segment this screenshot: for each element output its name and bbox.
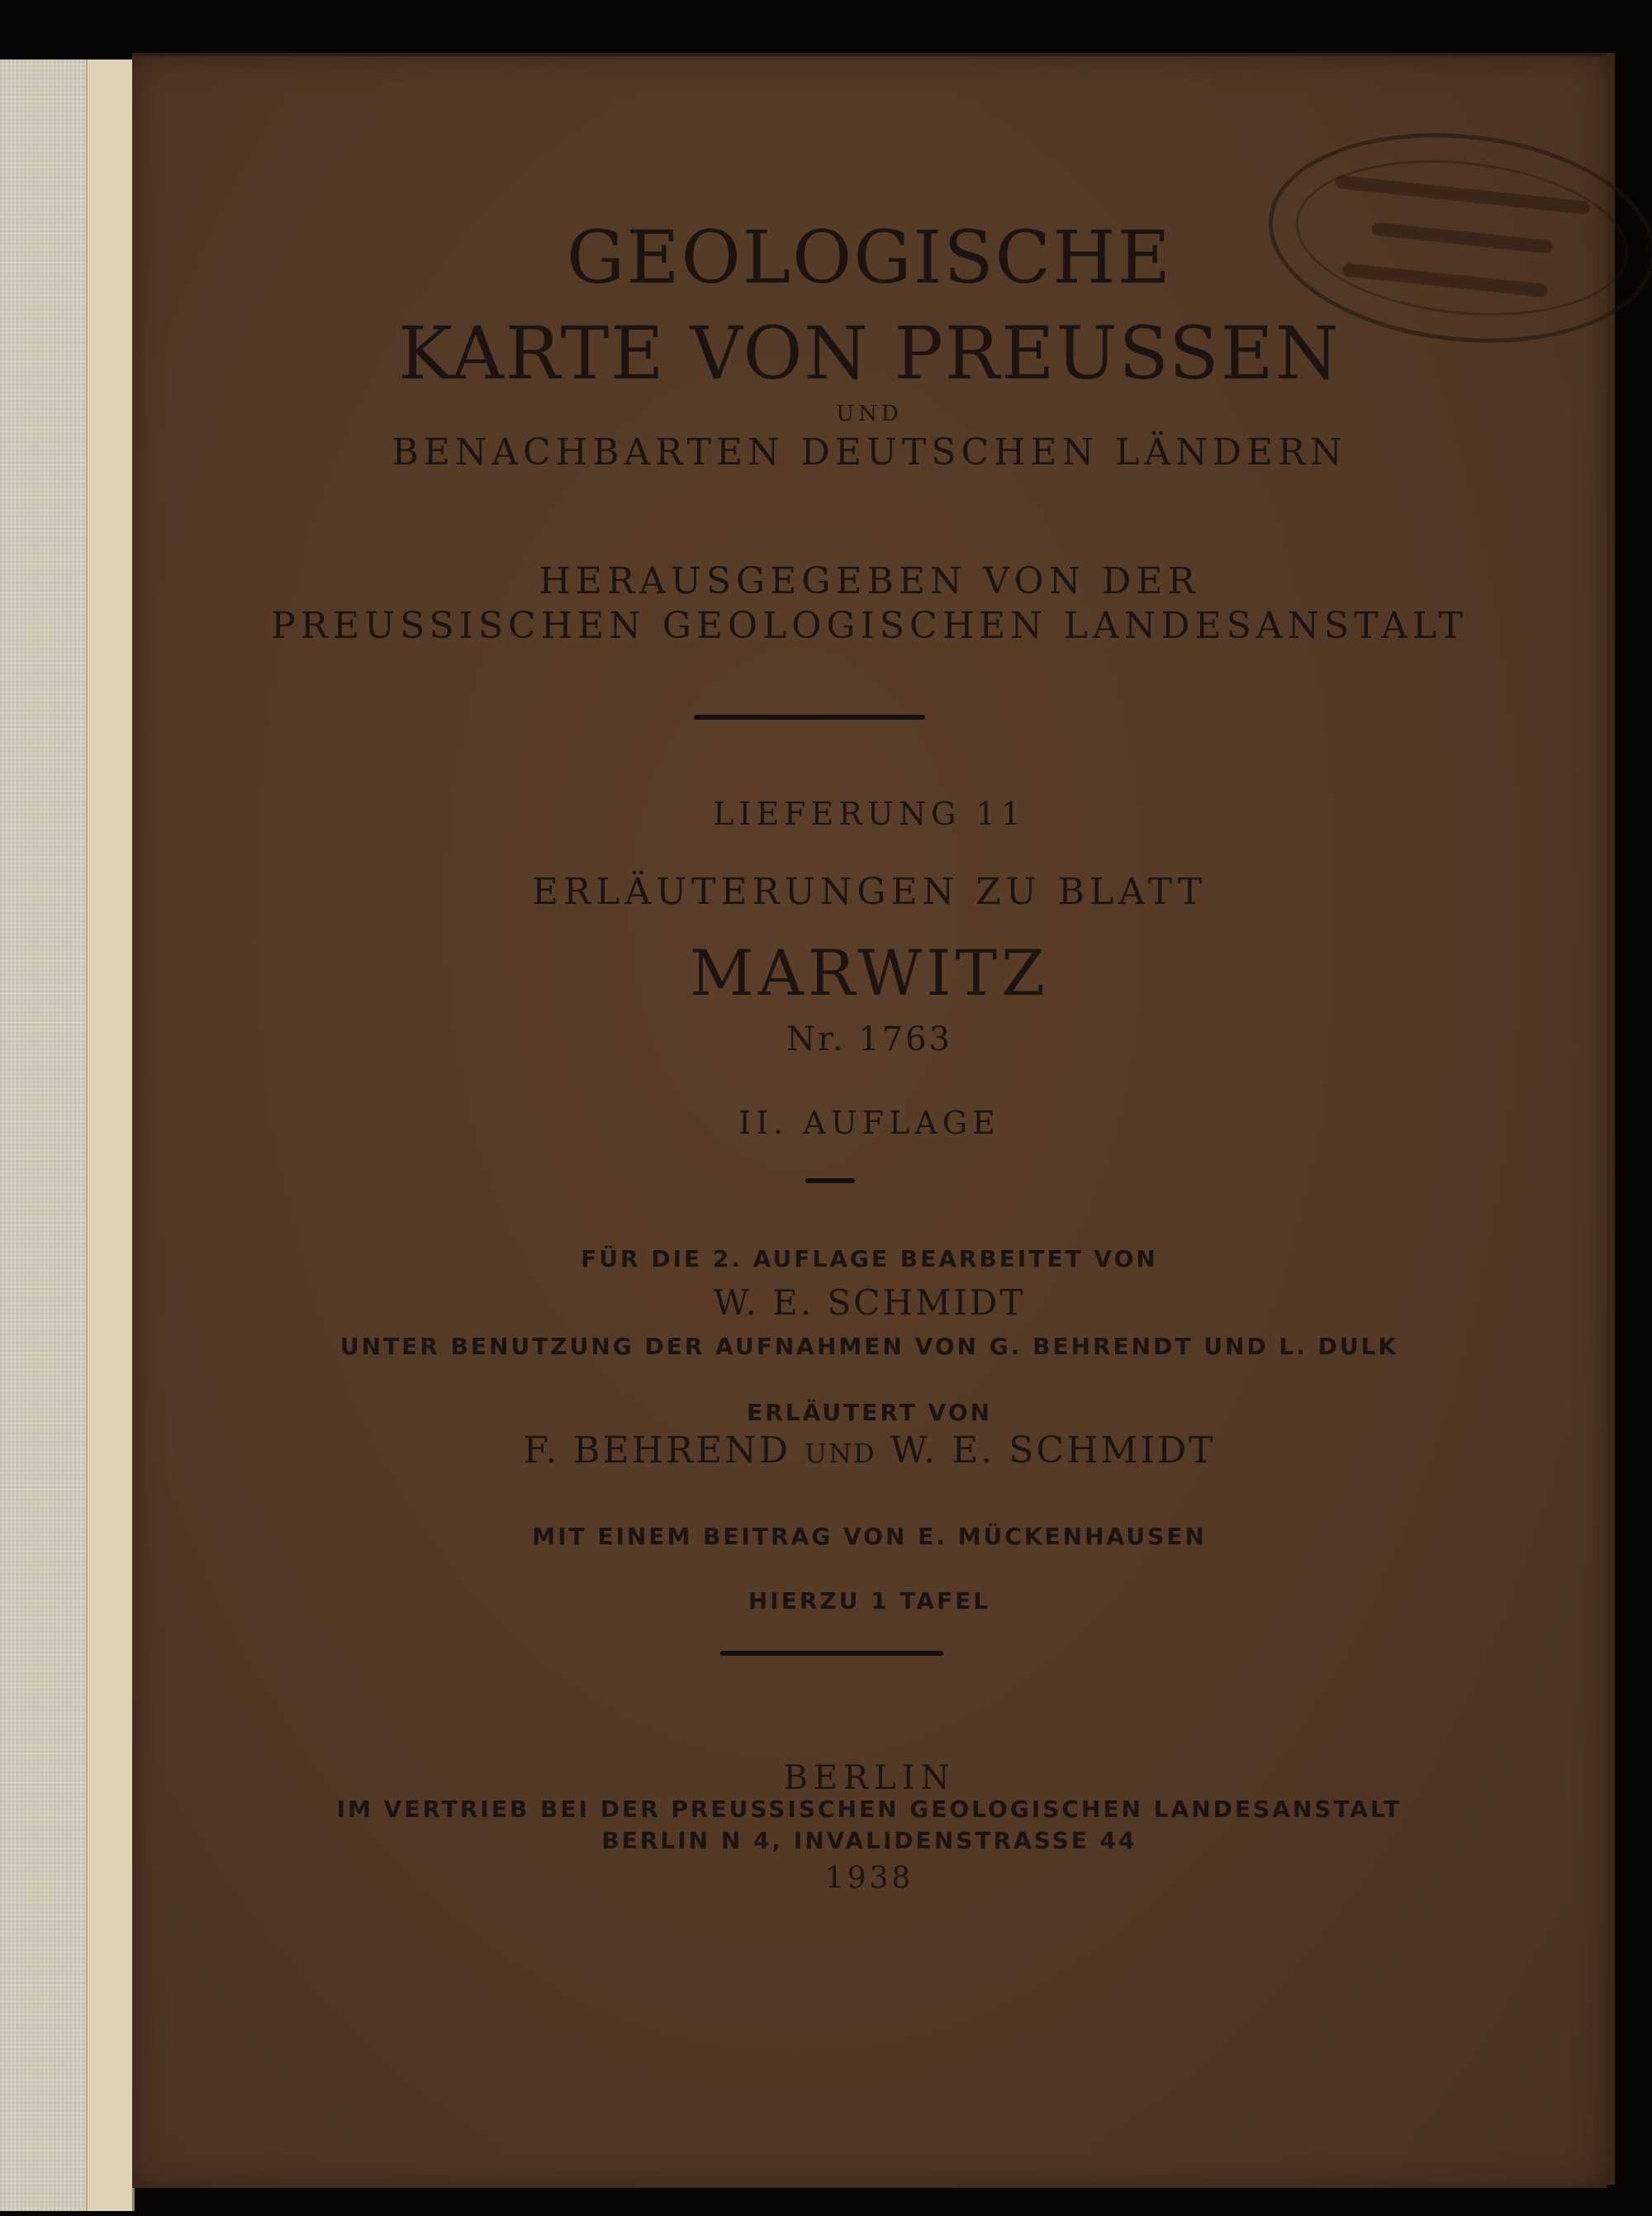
tafel-note: HIERZU 1 TAFEL xyxy=(748,1587,991,1614)
lieferung: LIEFERUNG 11 xyxy=(713,796,1026,832)
divider-rule xyxy=(694,715,925,720)
title-line-2: KARTE VON PREUSSEN xyxy=(398,311,1341,396)
book-cover xyxy=(132,53,1607,2188)
imprint-city: BERLIN xyxy=(783,1759,956,1797)
publisher-line-2: PREUSSISCHEN GEOLOGISCHEN LANDESANSTALT xyxy=(271,605,1468,647)
beitrag-note: MIT EINEM BEITRAG VON E. MÜCKENHAUSEN xyxy=(532,1523,1207,1550)
endpaper-strip xyxy=(88,59,135,2211)
benutzung-note: UNTER BENUTZUNG DER AUFNAHMEN VON G. BEHRENDT UND L. DULK xyxy=(339,1333,1399,1360)
stamp-mark xyxy=(1334,175,1590,215)
publisher-line-1: HERAUSGEGEBEN VON DER xyxy=(539,560,1200,602)
bearbeiter-name: W. E. SCHMIDT xyxy=(713,1282,1026,1323)
imprint-address: BERLIN N 4, INVALIDENSTRASSE 44 xyxy=(601,1827,1137,1854)
title-line-1: GEOLOGISCHE xyxy=(567,215,1172,300)
title-und: UND xyxy=(836,402,903,426)
cover-edge xyxy=(1607,53,1615,2185)
auflage: II. AUFLAGE xyxy=(738,1105,1000,1141)
title-line-4: BENACHBARTEN DEUTSCHEN LÄNDERN xyxy=(392,431,1347,473)
bearbeitet-von: FÜR DIE 2. AUFLAGE BEARBEITET VON xyxy=(581,1245,1158,1272)
erlaeuterungen-heading: ERLÄUTERUNGEN ZU BLATT xyxy=(531,871,1208,913)
divider-rule-2 xyxy=(720,1651,943,1656)
blatt-name: MARWITZ xyxy=(690,936,1049,1010)
blatt-number: Nr. 1763 xyxy=(786,1020,952,1058)
author-und: UND xyxy=(805,1438,876,1469)
author-line xyxy=(132,1429,1607,1472)
author-2: W. E. SCHMIDT xyxy=(890,1429,1216,1472)
erlaeutert-von: ERLÄUTERT VON xyxy=(747,1399,992,1426)
book-spine-binding xyxy=(0,59,88,2211)
imprint-year: 1938 xyxy=(824,1862,914,1895)
author-1: F. BEHREND xyxy=(523,1429,791,1472)
short-rule xyxy=(805,1178,855,1183)
imprint-vertrieb: IM VERTRIEB BEI DER PREUSSISCHEN GEOLOGISCHEN LANDESANSTALT xyxy=(336,1795,1403,1823)
